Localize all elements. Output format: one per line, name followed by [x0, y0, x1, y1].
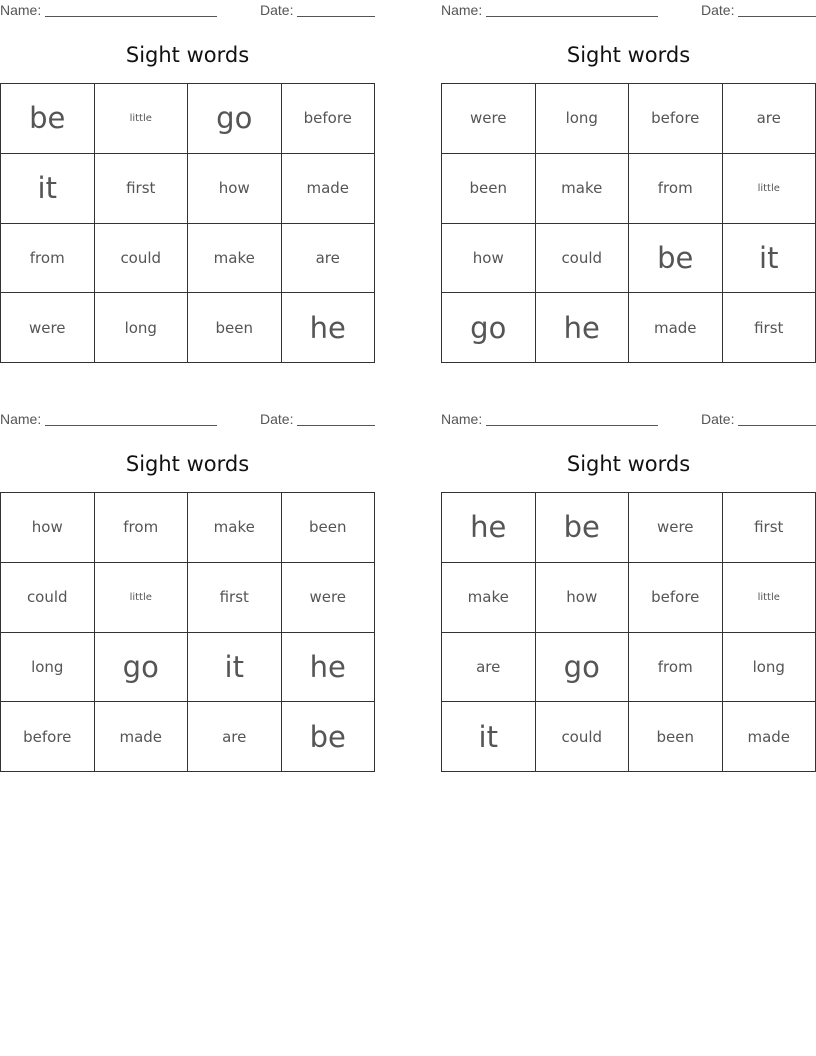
- word-cell: long: [1, 633, 95, 703]
- word-grid: [0, 492, 375, 772]
- word-cell: could: [1, 563, 95, 633]
- word-cell: be: [282, 702, 376, 772]
- word-cell: were: [442, 84, 536, 154]
- name-blank-line: [45, 16, 217, 17]
- word-cell: were: [282, 563, 376, 633]
- word-cell: been: [188, 293, 282, 363]
- date-blank-line: [738, 425, 816, 426]
- word-cell: little: [95, 563, 189, 633]
- card-title: Sight words: [125, 452, 250, 476]
- date-blank-line: [297, 16, 375, 17]
- name-label: Name:: [0, 2, 42, 18]
- word-cell: he: [282, 293, 376, 363]
- word-cell: how: [1, 493, 95, 563]
- word-cell: could: [536, 224, 630, 294]
- name-label: Name:: [441, 411, 483, 427]
- word-cell: it: [1, 154, 95, 224]
- date-blank-line: [297, 425, 375, 426]
- word-cell: go: [536, 633, 630, 703]
- word-cell: made: [282, 154, 376, 224]
- bingo-card-2: [441, 0, 816, 370]
- word-cell: long: [95, 293, 189, 363]
- name-blank-line: [486, 425, 658, 426]
- word-cell: before: [629, 563, 723, 633]
- word-cell: be: [1, 84, 95, 154]
- word-grid: [441, 83, 816, 363]
- word-cell: be: [536, 493, 630, 563]
- word-cell: from: [1, 224, 95, 294]
- word-cell: little: [95, 84, 189, 154]
- word-cell: from: [95, 493, 189, 563]
- word-cell: go: [95, 633, 189, 703]
- word-grid: [0, 83, 375, 363]
- word-cell: go: [442, 293, 536, 363]
- word-cell: first: [723, 493, 816, 563]
- name-label: Name:: [0, 411, 42, 427]
- word-cell: it: [188, 633, 282, 703]
- word-cell: he: [536, 293, 630, 363]
- name-blank-line: [45, 425, 217, 426]
- word-cell: make: [188, 224, 282, 294]
- bingo-card-1: [0, 0, 375, 370]
- bingo-card-3: [0, 409, 375, 779]
- word-cell: how: [188, 154, 282, 224]
- word-cell: make: [442, 563, 536, 633]
- date-label: Date:: [260, 411, 294, 427]
- word-cell: are: [188, 702, 282, 772]
- word-cell: before: [629, 84, 723, 154]
- word-cell: little: [723, 154, 816, 224]
- word-cell: he: [442, 493, 536, 563]
- card-header: [441, 409, 816, 429]
- word-cell: first: [723, 293, 816, 363]
- card-title: Sight words: [566, 452, 691, 476]
- word-cell: could: [536, 702, 630, 772]
- word-cell: how: [536, 563, 630, 633]
- name-blank-line: [486, 16, 658, 17]
- word-cell: first: [188, 563, 282, 633]
- card-header: [0, 0, 375, 20]
- word-cell: it: [442, 702, 536, 772]
- word-cell: little: [723, 563, 816, 633]
- word-cell: are: [723, 84, 816, 154]
- word-cell: were: [1, 293, 95, 363]
- word-cell: make: [188, 493, 282, 563]
- date-label: Date:: [701, 411, 735, 427]
- date-label: Date:: [260, 2, 294, 18]
- word-cell: from: [629, 154, 723, 224]
- word-cell: long: [723, 633, 816, 703]
- word-cell: be: [629, 224, 723, 294]
- word-grid: [441, 492, 816, 772]
- word-cell: it: [723, 224, 816, 294]
- word-cell: made: [95, 702, 189, 772]
- word-cell: before: [1, 702, 95, 772]
- card-header: [441, 0, 816, 20]
- word-cell: were: [629, 493, 723, 563]
- word-cell: long: [536, 84, 630, 154]
- bingo-card-4: [441, 409, 816, 779]
- word-cell: first: [95, 154, 189, 224]
- name-label: Name:: [441, 2, 483, 18]
- word-cell: been: [629, 702, 723, 772]
- card-title: Sight words: [125, 43, 250, 67]
- word-cell: before: [282, 84, 376, 154]
- card-header: [0, 409, 375, 429]
- date-blank-line: [738, 16, 816, 17]
- word-cell: made: [629, 293, 723, 363]
- word-cell: been: [442, 154, 536, 224]
- word-cell: could: [95, 224, 189, 294]
- date-label: Date:: [701, 2, 735, 18]
- word-cell: from: [629, 633, 723, 703]
- word-cell: he: [282, 633, 376, 703]
- word-cell: make: [536, 154, 630, 224]
- word-cell: are: [282, 224, 376, 294]
- word-cell: go: [188, 84, 282, 154]
- word-cell: been: [282, 493, 376, 563]
- card-title: Sight words: [566, 43, 691, 67]
- word-cell: how: [442, 224, 536, 294]
- word-cell: made: [723, 702, 816, 772]
- word-cell: are: [442, 633, 536, 703]
